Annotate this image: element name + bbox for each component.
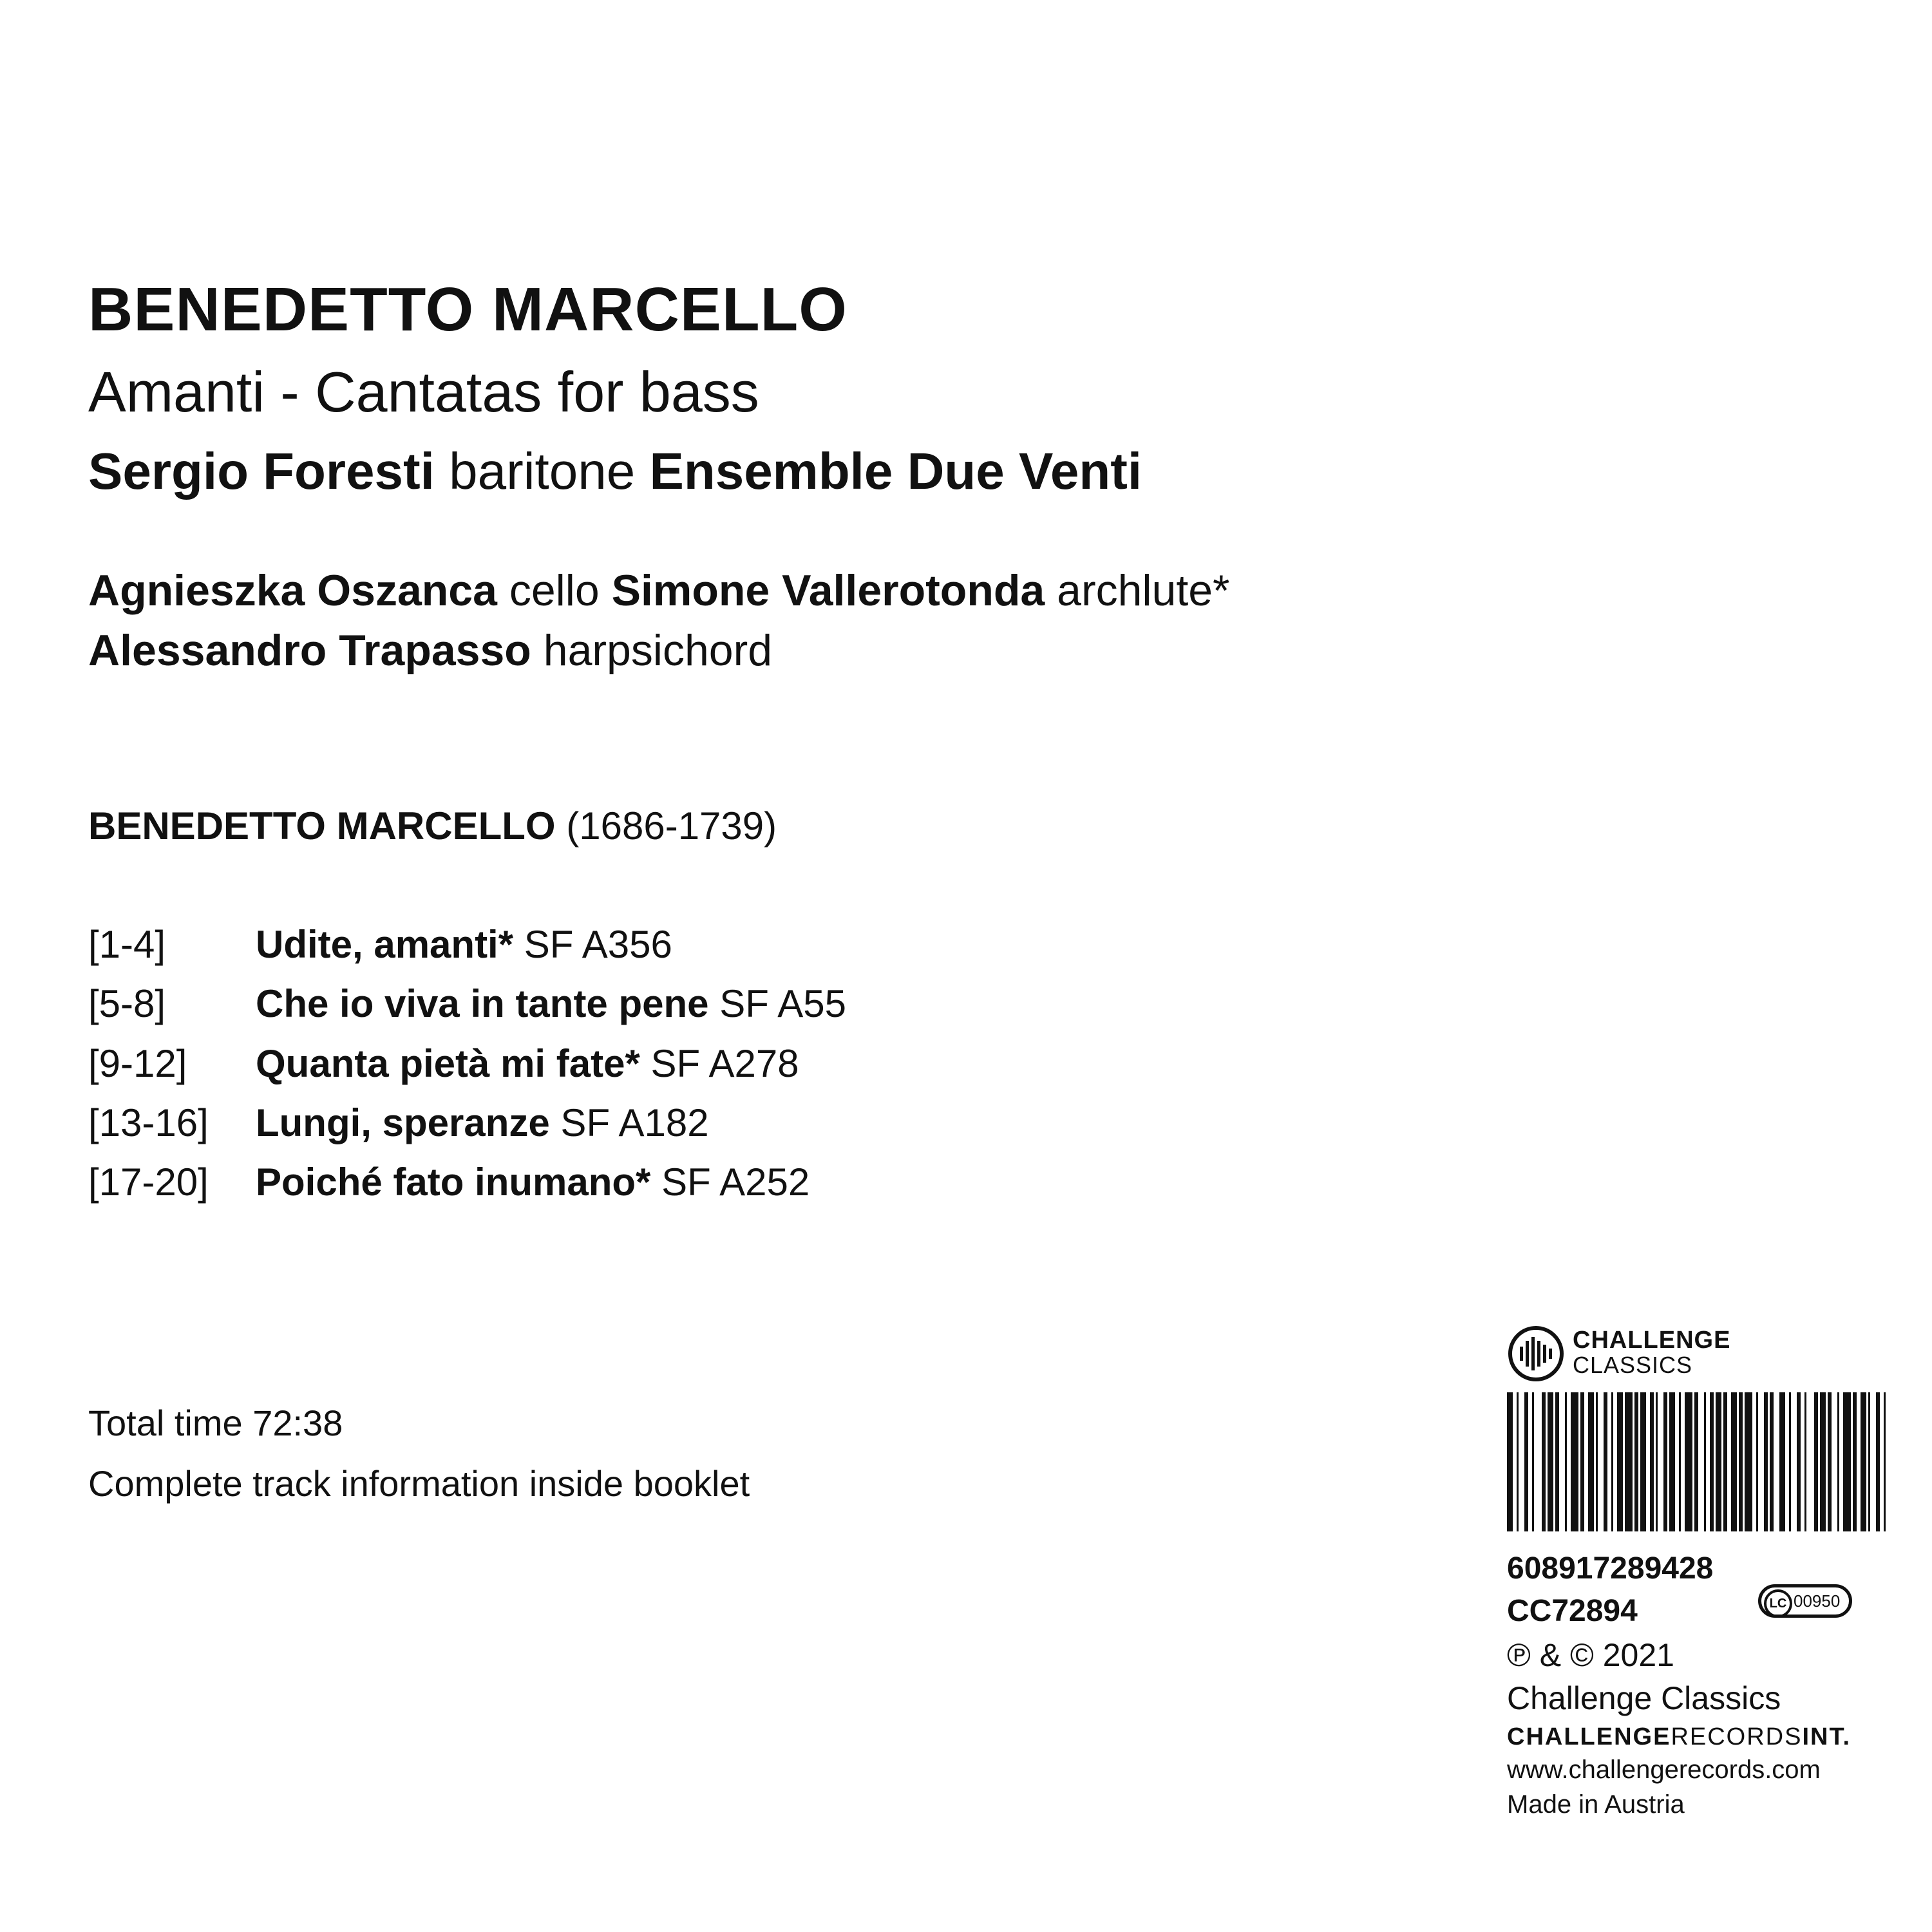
label-name: Challenge Classics xyxy=(1507,1680,1781,1716)
track-title: Udite, amanti* xyxy=(256,923,514,966)
musician-role: harpsichord xyxy=(543,626,773,675)
lc-icon: LC xyxy=(1764,1589,1792,1618)
musician-name: Simone Vallerotonda xyxy=(611,566,1045,615)
track-range: [13-16] xyxy=(88,1101,209,1144)
track-title: Lungi, speranze xyxy=(256,1101,550,1144)
website: www.challengerecords.com xyxy=(1507,1756,1821,1784)
made-in: Made in Austria xyxy=(1507,1790,1685,1819)
composer-dates: (1686-1739) xyxy=(566,804,777,848)
total-time: Total time 72:38 xyxy=(88,1403,343,1443)
lc-number: 00950 xyxy=(1794,1591,1841,1611)
booklet-note: Complete track information inside booklet xyxy=(88,1463,750,1504)
logo-text-challenge: CHALLENGE xyxy=(1573,1327,1731,1354)
track-title: Che io viva in tante pene xyxy=(256,982,709,1025)
records-word-int: INT. xyxy=(1802,1723,1852,1750)
barcode-number: 608917289428 xyxy=(1507,1551,1714,1586)
composer-heading xyxy=(88,804,777,848)
main-performers xyxy=(88,442,1142,500)
composer-name: BENEDETTO MARCELLO xyxy=(88,804,556,848)
track-range: [9-12] xyxy=(88,1042,187,1085)
musician-role: archlute* xyxy=(1057,566,1230,615)
logo-text-classics: CLASSICS xyxy=(1573,1352,1693,1378)
challenge-classics-logo xyxy=(1508,1323,1731,1387)
track-range: [1-4] xyxy=(88,923,166,966)
track-range: [17-20] xyxy=(88,1160,209,1204)
musician-role: cello xyxy=(509,566,600,615)
track-catalog: SF A356 xyxy=(524,923,672,966)
performer-role: baritone xyxy=(449,442,636,500)
track-row xyxy=(88,1160,810,1204)
track-row xyxy=(88,925,672,964)
lc-code-badge xyxy=(1758,1584,1852,1618)
musicians-line-1 xyxy=(88,566,1230,615)
track-catalog: SF A252 xyxy=(661,1160,810,1204)
ensemble-name: Ensemble Due Venti xyxy=(649,442,1142,500)
track-range: [5-8] xyxy=(88,982,166,1025)
catalog-number: CC72894 xyxy=(1507,1594,1638,1628)
soundwave-icon xyxy=(1508,1326,1564,1381)
records-word-records: RECORDS xyxy=(1671,1723,1803,1750)
album-composer-title: BENEDETTO MARCELLO xyxy=(88,275,848,344)
musician-name: Agnieszka Oszanca xyxy=(88,566,497,615)
track-title: Poiché fato inumano* xyxy=(256,1160,651,1204)
track-title: Quanta pietà mi fate* xyxy=(256,1042,640,1085)
album-subtitle: Amanti - Cantatas for bass xyxy=(88,360,759,424)
track-catalog: SF A182 xyxy=(560,1101,709,1144)
musician-name: Alessandro Trapasso xyxy=(88,626,531,675)
track-row xyxy=(88,982,846,1025)
records-wordmark xyxy=(1507,1725,1851,1749)
records-word-challenge: CHALLENGE xyxy=(1507,1723,1671,1750)
track-catalog: SF A278 xyxy=(650,1042,799,1085)
track-catalog: SF A55 xyxy=(719,982,846,1025)
barcode xyxy=(1507,1392,1887,1531)
performer-name: Sergio Foresti xyxy=(88,442,435,500)
track-row xyxy=(88,1042,799,1085)
track-row xyxy=(88,1101,709,1144)
copyright-line: ℗ & © 2021 xyxy=(1507,1637,1674,1673)
musicians-line-2 xyxy=(88,626,773,675)
